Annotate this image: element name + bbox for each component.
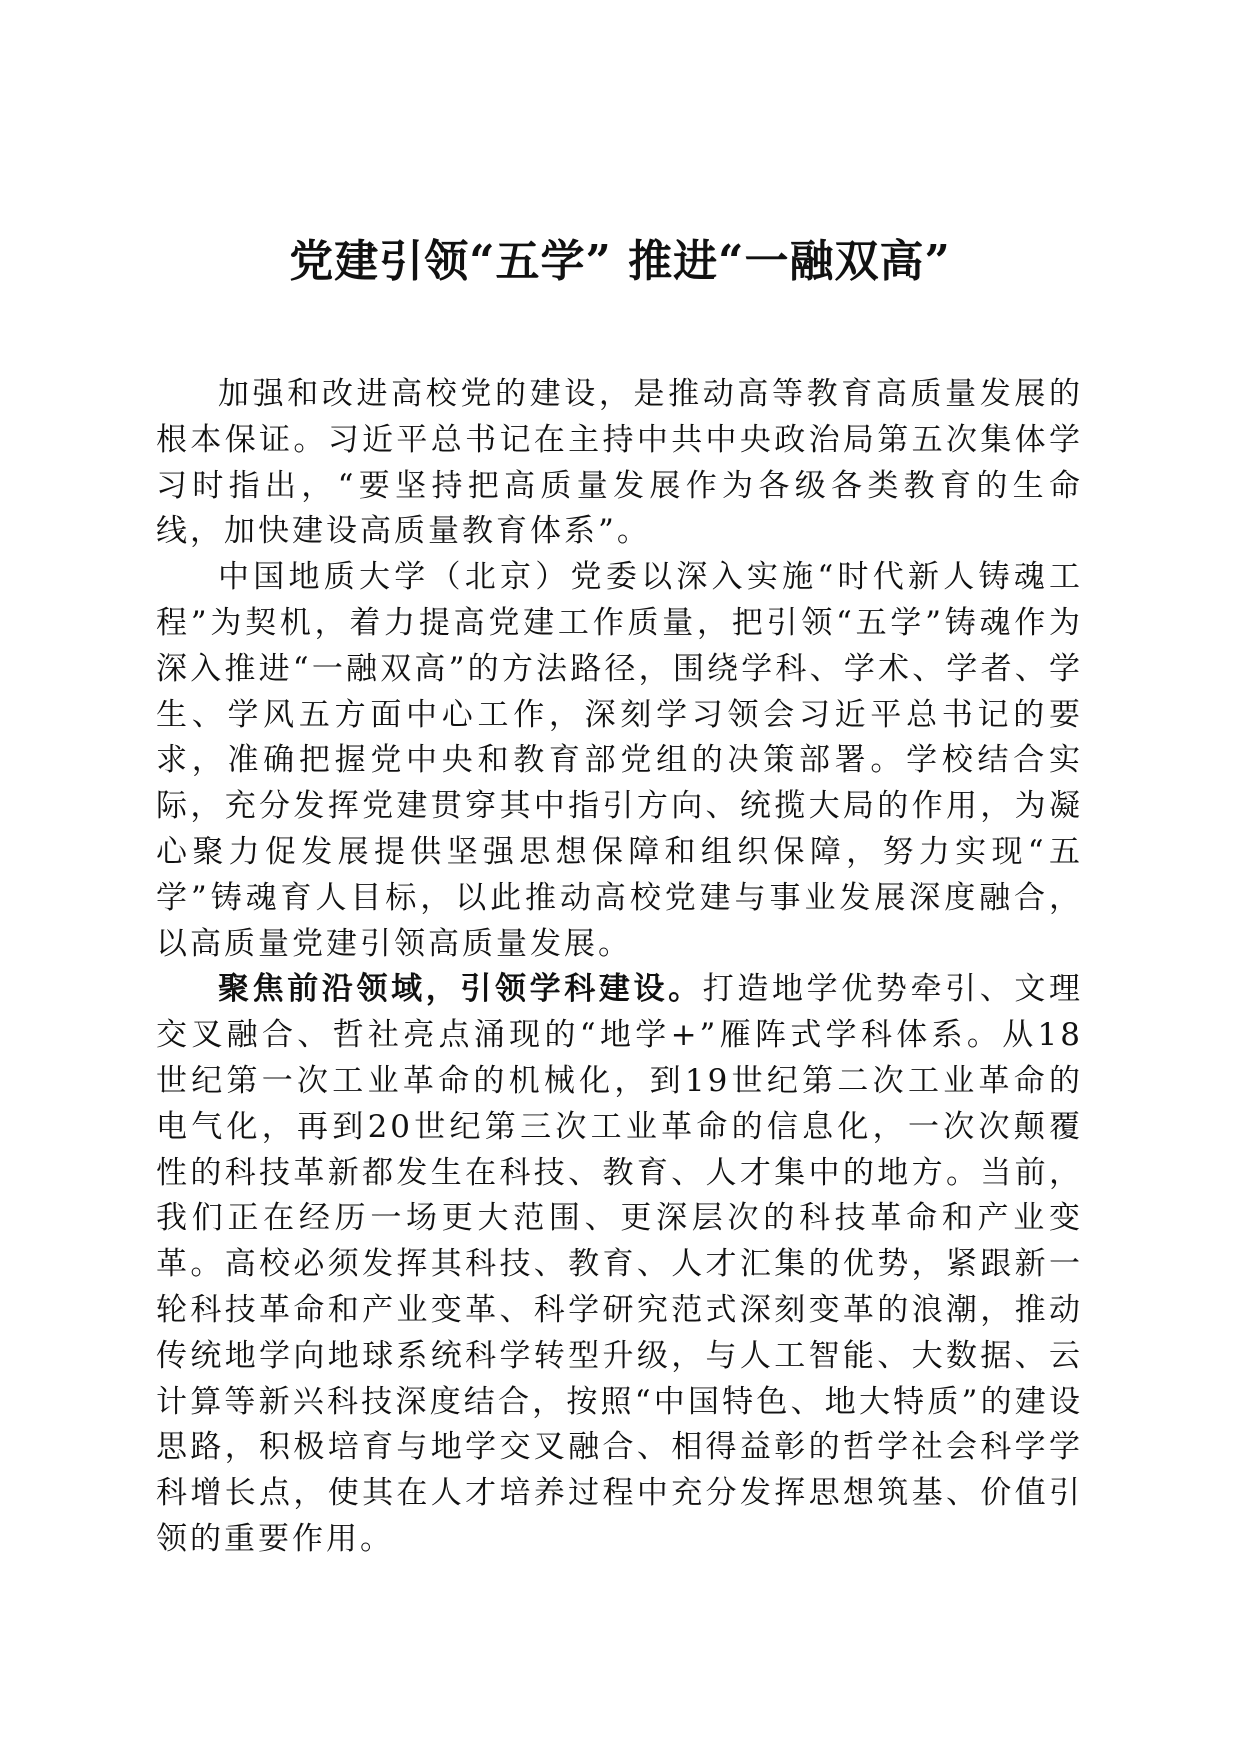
paragraph-3-lead-heading: 聚焦前沿领域，引领学科建设。 — [218, 971, 703, 1008]
paragraph-2 — [156, 555, 1083, 967]
paragraph-3-text: 打造地学优势牵引、文理交叉融合、哲社亮点涌现的“地学+”雁阵式学科体系。从18世纪第一次工业革命的机械化，到19世纪第二次工业革命的电气化，再到20世纪第三次工业革命的信息化，一次次颠覆性的科技革新都发生在科技、教育、人才集中的地方。当前，我们正在经历一场更大范围、更深层次的科技革命和产业变革。高校必须发挥其科技、教育、人才汇集的优势，紧跟新一轮科技革命和产业变革、科学研究范式深刻变革的浪潮，推动传统地学向地球系统科学转型升级，与人工智能、大数据、云计算等新兴科技深度结合，按照“中国特色、地大特质”的建设思路，积极培育与地学交叉融合、相得益彰的哲学社会科学学科增长点，使其在人才培养过程中充分发挥思想筑基、价值引领的重要作用。 — [156, 971, 1083, 1557]
paragraph-1 — [156, 372, 1083, 555]
paragraph-3 — [156, 967, 1083, 1562]
document-title: 党建引领“五学” 推进“一融双高” — [289, 236, 951, 287]
paragraph-1-text: 加强和改进高校党的建设，是推动高等教育高质量发展的根本保证。习近平总书记在主持中共中央政治局第五次集体学习时指出，“要坚持把高质量发展作为各级各类教育的生命线，加快建设高质量教育体系”。 — [156, 376, 1083, 550]
paragraph-2-text: 中国地质大学（北京）党委以深入实施“时代新人铸魂工程”为契机，着力提高党建工作质量，把引领“五学”铸魂作为深入推进“一融双高”的方法路径，围绕学科、学术、学者、学生、学风五方面中心工作，深刻学习领会习近平总书记的要求，准确把握党中央和教育部党组的决策部署。学校结合实际，充分发挥党建贯穿其中指引方向、统揽大局的作用，为凝心聚力促发展提供坚强思想保障和组织保障，努力实现“五学”铸魂育人目标，以此推动高校党建与事业发展深度融合，以高质量党建引领高质量发展。 — [156, 559, 1083, 962]
document-body — [156, 372, 1083, 1563]
